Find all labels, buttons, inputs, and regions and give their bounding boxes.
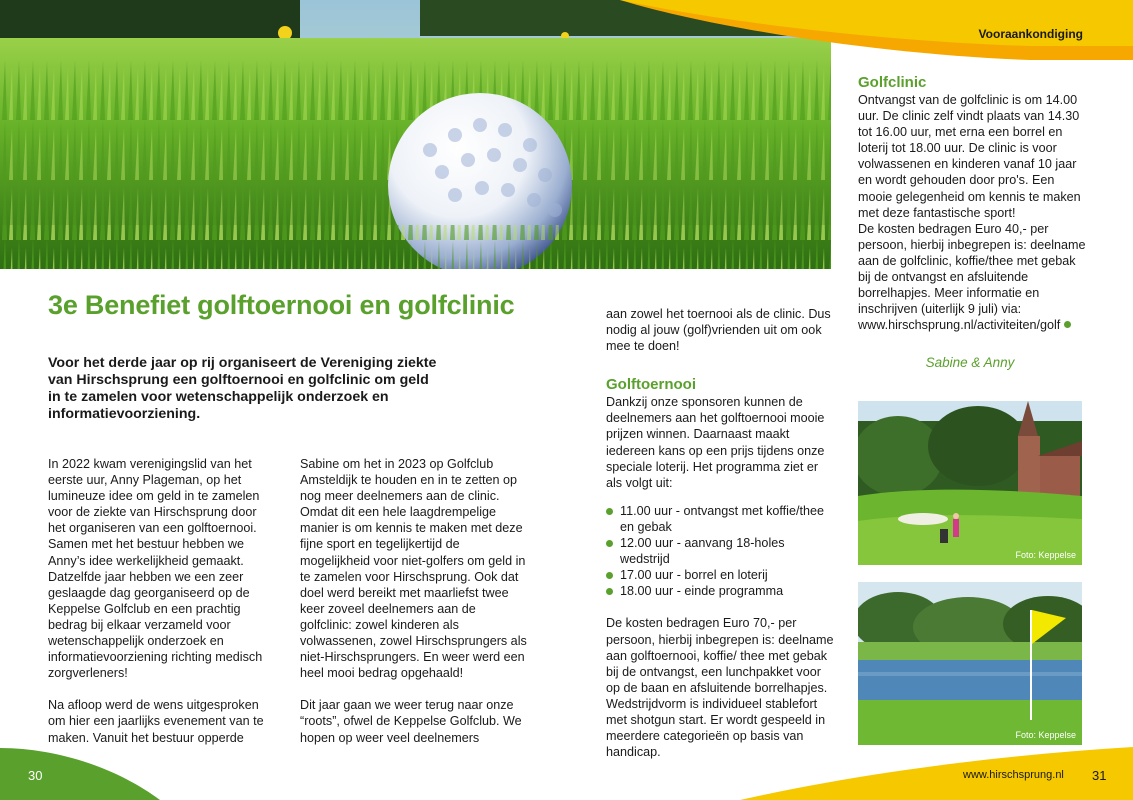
paragraph: Sabine om het in 2023 op Golfclub Amsteldijk te houden en in te zetten op nog meer deelnemers aan de clinic. Omdat dit een hele laagdrempelige manier is om kennis te maken met deze fijne sport en tegelijkertijd de mogelijkheid voor niet-golfers om geld in te zamelen voor Hirschsprung. Ook dat doel werd bereikt met maarliefst twee keer zoveel deelnemers aan de golfclinic: zowel kinderen als volwassenen, zowel Hirschsprungers als niet-Hirschsprungers. En weer werd een heel mooi bedrag opgehaald!: [300, 457, 527, 681]
photo-caption: Foto: Keppelse: [1015, 730, 1076, 740]
bullet-icon: [606, 508, 613, 515]
list-item: 11.00 uur - ontvangst met koffie/thee en gebak: [606, 503, 834, 535]
bullet-icon: [606, 572, 613, 579]
footer-url[interactable]: www.hirschsprung.nl: [963, 769, 1064, 781]
paragraph: In 2022 kwam verenigingslid van het eerste uur, Anny Plageman, op het lumineuze idee om geld in te zamelen voor de ziekte van Hirschsprung door het organiseren van een golftoernooi. Samen met het bestuur hebben we Anny’s idee werkelijkheid gemaakt. Datzelfde jaar hebben we een zeer geslaagde dag georganiseerd op de Keppelse Golfclub en een prachtig bedrag bij elkaar verzameld voor wetenschappelijk onderzoek en informatievoorziening richting medisch zorgverleners!: [48, 457, 263, 681]
list-item: 12.00 uur - aanvang 18-holes wedstrijd: [606, 535, 834, 567]
text-column-3: [606, 306, 834, 760]
paragraph: Dit jaar gaan we weer terug naar onze “roots”, ofwel de Keppelse Golfclub. We hopen op weer veel deelnemers: [300, 698, 522, 745]
bullet-icon: [606, 540, 613, 547]
end-mark-icon: [1064, 321, 1071, 328]
paragraph: Ontvangst van de golfclinic is om 14.00 uur. De clinic zelf vindt plaats van 14.30 tot 16.00 uur, met erna een borrel en loterij tot 18.00 uur. De clinic is voor volwassenen en kinderen vanaf 10 jaar en wordt gehouden door pro's. Een mooie gelegenheid om kennis te maken met deze fantastische sport!: [858, 93, 1081, 220]
page-number-right: 31: [1092, 768, 1107, 783]
paragraph: De kosten bedragen Euro 40,- per persoon, hierbij inbegrepen is: deelname aan de golfclinic, koffie/thee met gebak bij de ontvangst en afsluitende borrelhapjes. Meer informatie en inschrijven (uiterlijk 9 juli) via:: [858, 221, 1086, 317]
info-link[interactable]: www.hirschsprung.nl/activiteiten/golf: [858, 318, 1061, 333]
article-title: 3e Benefiet golftoernooi en golfclinic: [48, 290, 515, 320]
list-item: 17.00 uur - borrel en loterij: [606, 567, 834, 583]
photo-caption: Foto: Keppelse: [1015, 550, 1076, 560]
bottom-right-curve: [740, 735, 1133, 800]
bullet-icon: [606, 588, 613, 595]
text-column-1: [48, 456, 270, 746]
text-column-4: [858, 74, 1088, 333]
text-column-2: [300, 456, 530, 746]
section-label: Vooraankondiging: [978, 27, 1083, 41]
list-item: 18.00 uur - einde programma: [606, 583, 834, 599]
article-intro: Voor het derde jaar op rij organiseert de Vereniging ziekte van Hirschsprung een golftoernooi en golfclinic om geld in te zamelen voor wetenschappelijk onderzoek en informatievoorziening.: [48, 355, 437, 422]
program-list: [606, 503, 834, 600]
section-heading-golftoernooi: Golftoernooi: [606, 376, 696, 394]
paragraph: aan zowel het toernooi als de clinic. Dus nodig al jouw (golf)vrienden uit om ook mee te doen!: [606, 307, 831, 354]
bottom-left-curve: [0, 740, 170, 800]
paragraph: Dankzij onze sponsoren kunnen de deelnemers aan het golftoernooi mooie prijzen winnen. Daarnaast maakt iedereen kans op een prijs tijdens onze speciale loterij. Het programma ziet er als volgt uit:: [606, 395, 825, 490]
section-heading-golfclinic: Golfclinic: [858, 74, 927, 91]
page-number-left: 30: [28, 768, 43, 783]
photo-golf-course-church: [858, 401, 1082, 565]
signature: Sabine & Anny: [925, 355, 1015, 370]
photo-golf-course-lake: [858, 582, 1082, 745]
paragraph: De kosten bedragen Euro 70,- per persoon, hierbij inbegrepen is: deelname aan golftoernooi, koffie/ thee met gebak bij de ontvangst, een lunchpakket voor op de baan en afsluitende borrelhapjes. Wedstrijdvorm is individueel stablefort met shotgun start. Er wordt gespeeld in meerdere categorieën op basis van handicap.: [606, 616, 834, 760]
paragraph: Na afloop werd de wens uitgesproken om hier een jaarlijks evenement van te maken. Vanuit het bestuur opperde: [48, 698, 264, 745]
